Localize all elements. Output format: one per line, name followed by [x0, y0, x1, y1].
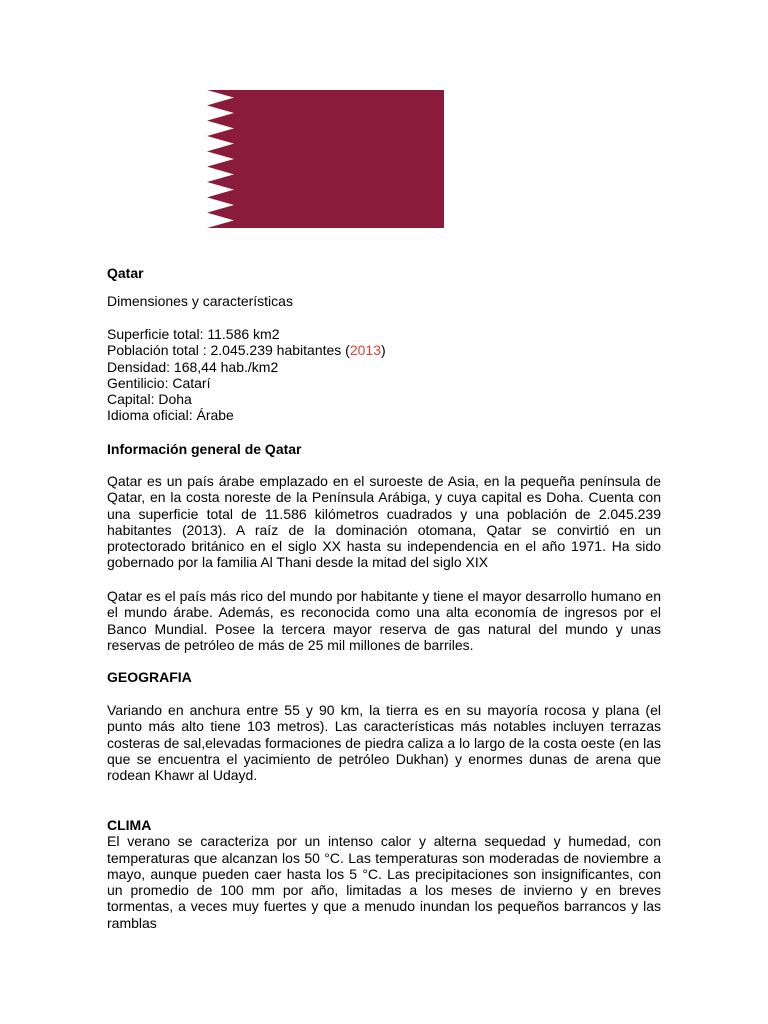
population-year-link[interactable]: 2013	[349, 342, 381, 359]
climate-section	[107, 817, 661, 931]
facts-list	[107, 326, 661, 424]
fact-population-text: Población total : 2.045.239 habitantes (	[107, 342, 350, 359]
general-info-paragraph-2: Qatar es el país más rico del mundo por habitante y tiene el mayor desarrollo humano en el mundo árabe. Además, es reconocida como una alta economía de ingresos por el Banco Mundial. Posee la tercera mayor reserva de gas natural del mundo y unas reservas de petróleo de más de 25 mil millones de barriles.	[107, 588, 661, 653]
qatar-flag-image	[207, 90, 444, 228]
fact-population	[107, 342, 661, 358]
general-info-heading-block	[107, 441, 661, 457]
fact-density: Densidad: 168,44 hab./km2	[107, 358, 279, 375]
dimensions-heading: Dimensiones y características	[107, 293, 293, 309]
general-info-paragraph-1: Qatar es un país árabe emplazado en el suroeste de Asia, en la pequeña península de Qatar, en la costa noreste de la Península Arábiga, y cuya capital es Doha. Cuenta con una superficie total de 11.586 kilómetros cuadrados y una población de 2.045.239 habitantes (2013). A raíz de la dominación otomana, Qatar se convirtió en un protectorado británico en el siglo XX hasta su independencia en el año 1971. Ha sido gobernado por la familia Al Thani desde la mitad del siglo XIX	[107, 473, 661, 571]
general-info-heading: Información general de Qatar	[107, 441, 302, 457]
climate-heading: CLIMA	[107, 817, 152, 833]
fact-language: Idioma oficial: Árabe	[107, 407, 234, 424]
title-block	[107, 265, 661, 281]
fact-surface: Superficie total: 11.586 km2	[107, 326, 280, 342]
fact-population-close: )	[381, 342, 386, 359]
document-title: Qatar	[107, 265, 144, 281]
fact-capital: Capital: Doha	[107, 391, 192, 408]
geography-paragraph-block	[107, 702, 661, 783]
fact-demonym: Gentilicio: Catarí	[107, 374, 211, 391]
general-info-paragraph-1-block	[107, 473, 661, 571]
geography-heading: GEOGRAFIA	[107, 669, 192, 685]
geography-heading-block	[107, 669, 661, 685]
general-info-paragraph-2-block	[107, 588, 661, 653]
flag-maroon-field	[207, 90, 444, 228]
dimensions-block	[107, 293, 661, 309]
geography-paragraph: Variando en anchura entre 55 y 90 km, la tierra es en su mayoría rocosa y plana (el punto más alto tiene 103 metros). Las características más notables incluyen terrazas costeras de sal,elevadas formaciones de piedra caliza a lo largo de la costa oeste (en las que se encuentra el yacimiento de petróleo Dukhan) y enormes dunas de arena que rodean Khawr al Udayd.	[107, 702, 661, 784]
climate-paragraph: El verano se caracteriza por un intenso calor y alterna sequedad y humedad, con temperaturas que alcanzan los 50 °C. Las temperaturas son moderadas de noviembre a mayo, aunque pueden caer hasta los 5 °C. Las precipitaciones son insignificantes, con un promedio de 100 mm por año, limitadas a los meses de invierno y en breves tormentas, a veces muy fuertes y que a menudo inundan los pequeños barrancos y las ramblas	[107, 833, 661, 931]
